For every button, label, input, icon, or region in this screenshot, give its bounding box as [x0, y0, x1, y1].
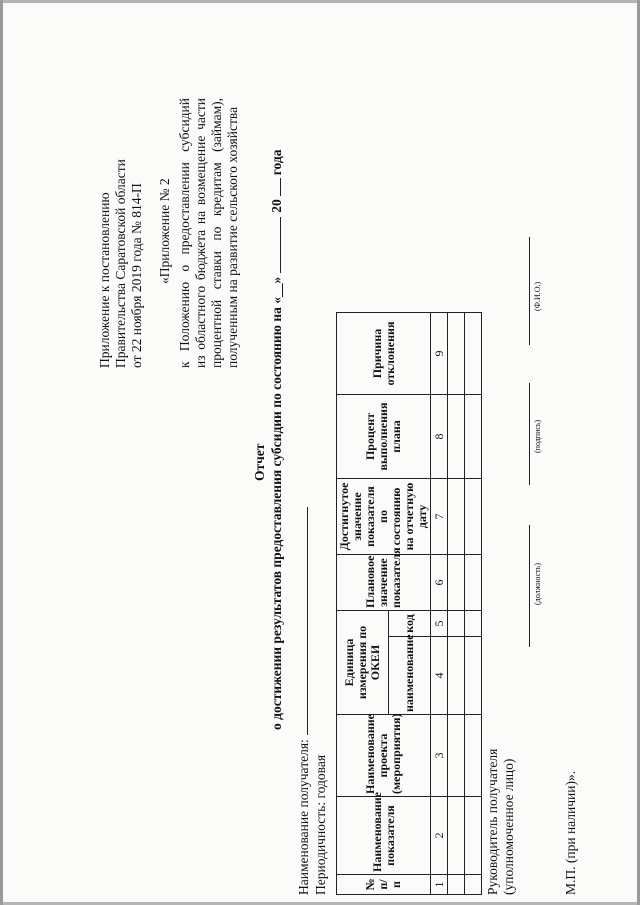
appendix-title: «Приложение № 2	[157, 178, 172, 284]
table-number-row	[431, 313, 448, 895]
table-cell	[448, 637, 465, 715]
th-unit-code: код	[388, 611, 430, 637]
name-line	[529, 237, 530, 345]
table-cell	[465, 611, 482, 637]
periodicity-label: Периодичность: годовая	[313, 754, 328, 895]
report-month-blank	[280, 217, 281, 273]
th-unit-group: Единица измерения по ОКЕИ	[337, 611, 389, 715]
appendix-line-2: из областного бюджета на возмещение части	[193, 98, 208, 368]
appendix-line-4: полученным на развитие сельского хозяйства	[225, 106, 240, 368]
table-cell	[448, 611, 465, 637]
col-num-5: 5	[431, 611, 448, 637]
th-unit-name: наименование	[388, 637, 430, 715]
th-number: № п/п	[337, 875, 431, 895]
col-num-4: 4	[431, 637, 448, 715]
table-cell	[465, 313, 482, 395]
th-indicator: Наименование показателя	[337, 797, 431, 875]
table-cell	[448, 313, 465, 395]
table-row	[448, 313, 465, 895]
col-num-7: 7	[431, 479, 448, 555]
col-num-1: 1	[431, 875, 448, 895]
appendix-line-1: к Положению о предоставлении субсидий	[177, 98, 192, 368]
report-title: Отчет	[252, 443, 267, 481]
table-cell	[465, 479, 482, 555]
table-cell	[448, 875, 465, 895]
head-label-1: Руководитель получателя	[485, 748, 500, 895]
col-num-9: 9	[431, 313, 448, 395]
th-plan: Плановое значение показателя	[337, 555, 431, 611]
report-subtitle-start: о достижении результатов предоставления субсидии по состоянию на «	[269, 297, 284, 730]
recipient-blank	[307, 507, 308, 735]
table-cell	[448, 555, 465, 611]
col-num-8: 8	[431, 395, 448, 479]
th-percent: Процент выполнения плана	[337, 395, 431, 479]
report-subtitle	[269, 150, 285, 730]
stamp-note: М.П. (при наличии)».	[563, 770, 578, 895]
col-num-2: 2	[431, 797, 448, 875]
table-cell	[448, 797, 465, 875]
th-achieved: Достигнутое значение показателя по состоянию на отчетную дату	[337, 479, 431, 555]
signature-hint: (подпись)	[533, 419, 542, 453]
signature-line	[529, 383, 530, 485]
table-cell	[465, 715, 482, 797]
col-num-3: 3	[431, 715, 448, 797]
report-year-blank	[280, 178, 281, 196]
report-year-prefix: 20	[269, 199, 284, 213]
report-day-blank: __	[269, 283, 284, 297]
table-cell	[465, 555, 482, 611]
th-reason: Причина отклонения	[337, 313, 431, 395]
head-label-2: (уполномоченное лицо)	[501, 758, 516, 895]
table-cell	[465, 797, 482, 875]
position-line	[529, 525, 530, 647]
position-hint: (должность)	[533, 563, 542, 605]
report-subtitle-mid: »	[269, 276, 284, 284]
table-cell	[465, 395, 482, 479]
recipient-label-text: Наименование получателя:	[296, 739, 311, 895]
appendix-line-3: процентной ставки по кредитам (займам),	[209, 98, 224, 368]
table-cell	[448, 479, 465, 555]
th-project: Наименование проекта (мероприятия)	[337, 715, 431, 797]
col-num-6: 6	[431, 555, 448, 611]
table-cell	[448, 715, 465, 797]
report-table	[336, 312, 482, 895]
table-cell	[448, 395, 465, 479]
table-row	[465, 313, 482, 895]
table-cell	[465, 875, 482, 895]
header-line-3: от 22 ноября 2019 года № 814-П	[129, 183, 144, 368]
header-line-2: Правительства Саратовской области	[113, 159, 128, 368]
report-subtitle-end: года	[269, 149, 284, 176]
header-line-1: Приложение к постановлению	[97, 192, 112, 368]
name-hint: (Ф.И.О.)	[533, 281, 542, 311]
table-cell	[465, 637, 482, 715]
recipient-label	[296, 507, 312, 895]
